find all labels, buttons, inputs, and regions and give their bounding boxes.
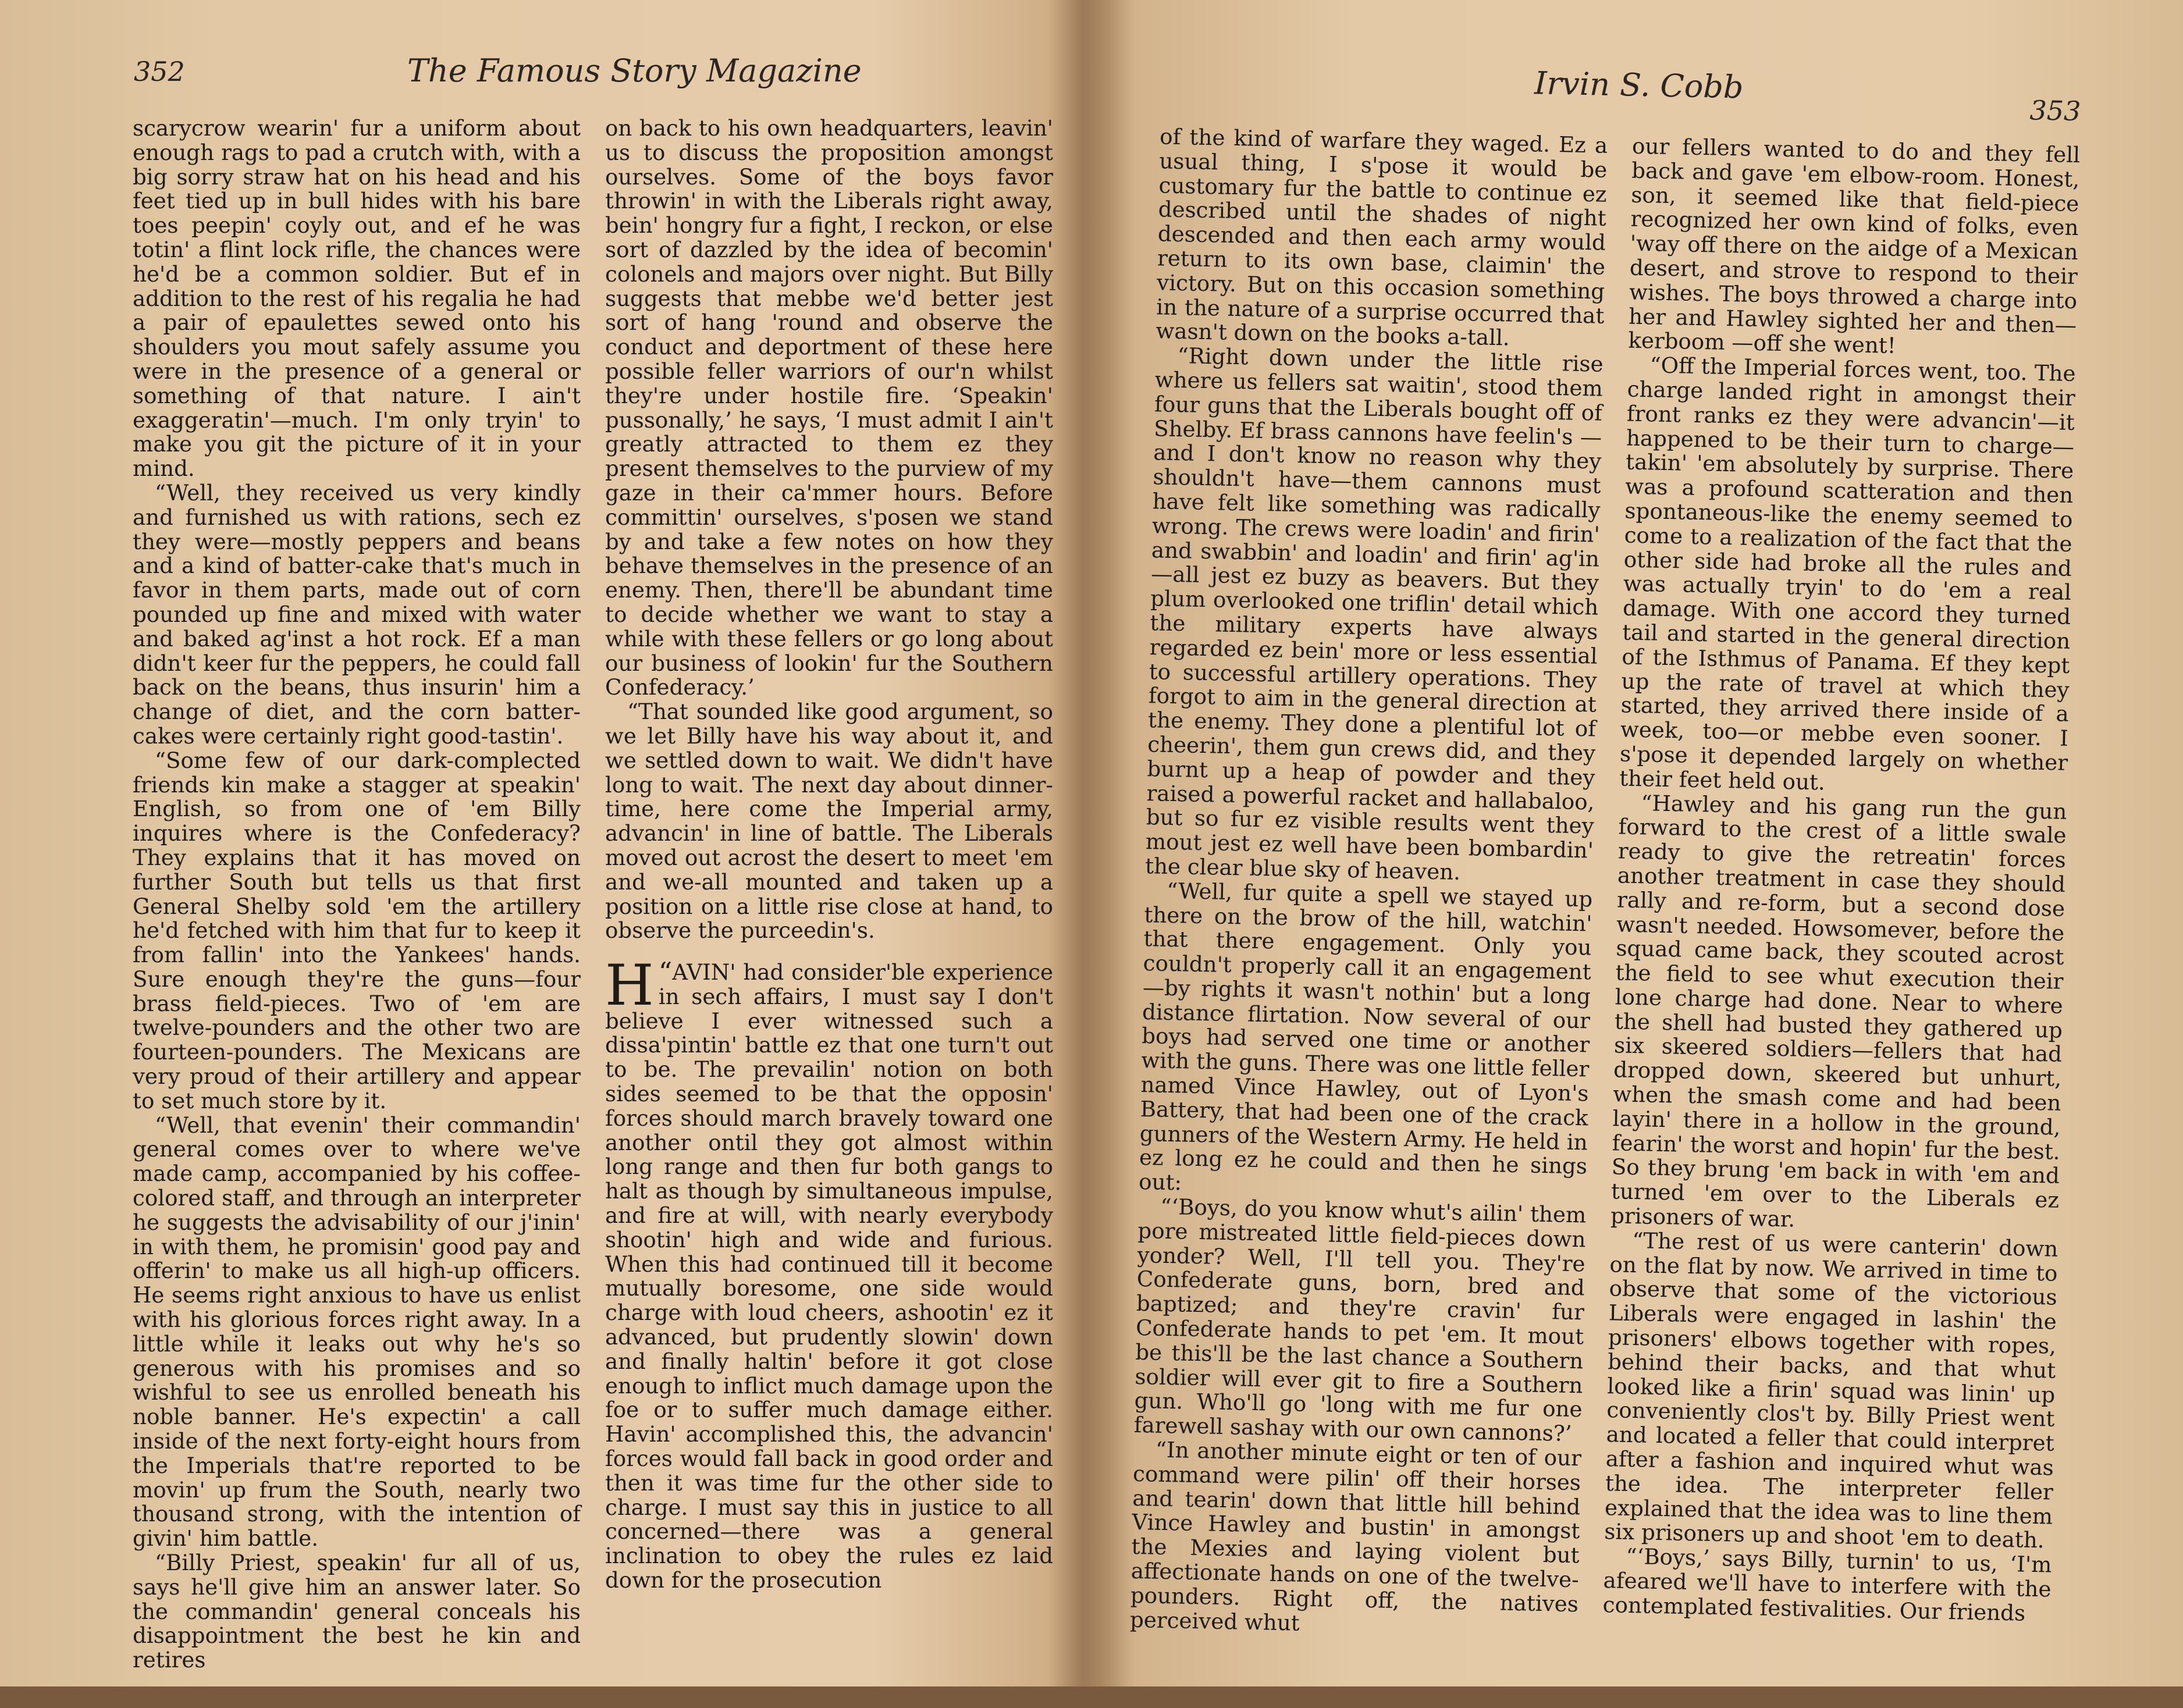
opening-quote: “ [658, 956, 673, 988]
paragraph: “Hawley and his gang run the gun forward to the crest of a little swale ready to give the retreatin' forces another treatment in case they should rally and re-form, but a second dose wasn't needed. Howsomever, before the squad came back, they scouted acrost the field to see whut execution their lone charge had done. Near to where the shell had busted they gathered up six skeered soldiers—fellers that had dropped down, skeered but unhurt, when the smash come and had been layin' there in a hollow in the ground, fearin' the worst and hopin' fur the best. So they brung 'em back in with 'em and turned 'em over to the Liberals ez prisoners of war. [1610, 789, 2067, 1232]
left-column-2 [605, 116, 1053, 1593]
paragraph: “Right down under the little rise where us fellers sat waitin', stood them four guns that the Liberals bought off of Shelby. Ef brass cannons have feelin's —and I don't know no reason why they shouldn't have—them cannons must have felt like something was radically wrong. The crews were loadin' and firin' and swabbin' and loadin' and firin' ag'in—all jest ez buzy as beavers. But they plum overlooked one triflin' detail which the military experts have always regarded ez bein' more or less essential to successful artillery operations. They forgot to aim in the general direction at the enemy. They done a plentiful lot of cheerin', them gun crews did, and they burnt up a heap of powder and they raised a powerful racket and hallabaloo, but so fur ez visible results went they mout jest ez well have been bombardin' the clear blue sky of heaven. [1144, 343, 1604, 885]
right-column-2 [1602, 134, 2080, 1627]
section-start-paragraph [605, 953, 1053, 1593]
drop-cap: H [605, 953, 654, 1019]
paragraph: “Billy Priest, speakin' fur all of us, says he'll give him an answer later. So the commandin' general conceals his disappointment the best he kin and retires [133, 1550, 581, 1673]
left-page [0, 0, 1082, 1686]
paragraph: “Well, they received us very kindly and furnished us with rations, sech ez they were—mostly peppers and beans and a kind of batter-cake that's much in favor in them parts, made out of corn pounded up fine and mixed with water and baked ag'inst a hot rock. Ef a man didn't keer fur the peppers, he could fall back on the beans, thus insurin' him a change of diet, and the corn batter-cakes were certainly right good-tastin'. [133, 479, 581, 749]
paragraph: on back to his own headquarters, leavin' us to discuss the proposition amongst ourselves. Some of the boys favor throwin' in with the Liberals right away, bein' hongry fur a fight, I reckon, or else sort of dazzled by the idea of becomin' colonels and majors over night. But Billy suggests that mebbe we'd better jest sort of hang 'round and observe the conduct and deportment of these here possible feller warriors of our'n whilst they're under hostile fire. ‘Speakin' pussonally,’ he says, ‘I must admit I ain't greatly attracted to them ez they present themselves to the purview of my gaze in their ca'mmer hours. Before committin' ourselves, s'posen we stand by and take a few notes on how they behave themselves in the presence of an enemy. Then, there'll be abundant time to decide whether we want to stay a while with these fellers or go long about our business of lookin' fur the Southern Confederacy.’ [605, 115, 1053, 700]
paragraph: “Some few of our dark-complected friends kin make a stagger at speakin' English, so from one of 'em Billy inquires where is the Confederacy? They explains that it has moved on further South but tells us that first General Shelby sold 'em the artillery he'd fetched with him that fur to keep it from fallin' into the Yankees' hands. Sure enough they're the guns—four brass field-pieces. Two of 'em are twelve-pounders and the other two are fourteen-pounders. The Mexicans are very proud of their artillery and appear to set much store by it. [133, 747, 581, 1113]
left-column-1 [133, 116, 581, 1673]
paragraph: “Well, fur quite a spell we stayed up there on the brow of the hill, watchin' that there engagement. Only you couldn't properly call it an engagement —by rights it wasn't nothin' but a long distance flirtation. Now several of our boys had served one time or another with the guns. There was one little feller named Vince Hawley, out of Lyon's Battery, that had been one of the crack gunners of the Western Army. He held in ez long ez he could and then he sings out: [1138, 877, 1593, 1195]
section-text: AVIN' had consider'ble experience in sech affairs, I must say I don't believe I ever witnessed such a dissa'pintin' battle ez that one turn't out to be. The prevailin' notion on both sides seemed to be that the opposin' forces should march bravely toward one another ontil they got almost within long range and then fur both gangs to halt as though by simultaneous impulse, and fire at will, with nearly everybody shootin' high and wide and furious. When this had continued till it become mutually boresome, one side would charge with loud cheers, ashootin' ez it advanced, but prudently slowin' down and finally haltin' before it got close enough to inflict much damage upon the foe or to suffer much damage either. Havin' accomplished this, the advancin' forces would fall back in good order and then it was time fur the other side to charge. I must say this in justice to all concerned—there was a general inclination to obey the rules ez laid down for the prosecution [605, 959, 1053, 1593]
paragraph: “In another minute eight or ten of our command were pilin' off their horses and tearin' down that little hill behind Vince Hawley and bustin' in amongst the Mexies and laying violent but affectionate hands on one of the twelve-pounders. Right off, the natives perceived whut [1129, 1436, 1582, 1636]
page-number-left: 352 [134, 56, 185, 87]
paragraph: “Off the Imperial forces went, too. The charge landed right in amongst their front ranks ez they were advancin'—it happened to be their turn to charge—takin' 'em absolutely by surprise. There was a profound scatteration and then spontaneous-like the enemy seemed to come to a realization of the fact that the other side had broke all the rules and was actually tryin' to do 'em a real damage. With one accord they turned tail and started in the general direction of the Isthmus of Panama. Ef they kept up the rate of travel at which they started, they arrived there inside of a week, too—or mebbe even sooner. I s'pose it depended largely on whether their feet held out. [1619, 352, 2076, 795]
running-head-left: The Famous Story Magazine [407, 52, 862, 89]
paragraph: our fellers wanted to do and they fell back and gave 'em elbow-room. Honest, son, it seemed like that field-piece recognized her own kind of folks, even 'way off there on the aidge of a Mexican desert, and strove to respond to their wishes. The boys throwed a charge into her and Hawley sighted her and then—kerboom —off she went! [1628, 133, 2081, 359]
paragraph: scarycrow wearin' fur a uniform about enough rags to pad a crutch with, with a big sorry straw hat on his head and his feet tied up in bull hides with his bare toes peepin' coyly out, and ef he was totin' a flint lock rifle, the chances were he'd be a common soldier. But ef in addition to the rest of his regalia he had a pair of epaulettes sewed onto his shoulders you mout safely assume you were in the presence of a general or something of that nature. I ain't exaggeratin'—much. I'm only tryin' to make you git the picture of it in your mind. [133, 115, 581, 482]
paragraph: “‘Boys,’ says Billy, turnin' to us, ‘I'm afeared we'll have to interfere with the contemplated festivalities. Our friends [1602, 1543, 2052, 1626]
paragraph: “That sounded like good argument, so we let Billy have his way about it, and we settled down to wait. We didn't have long to wait. The next day about dinner-time, here come the Imperial army, advancin' in line of battle. The Liberals moved out acrost the desert to meet 'em and we-all mounted and taken up a position on a little rise close at hand, to observe the purceedin's. [605, 699, 1053, 944]
page-number-right: 353 [2029, 94, 2081, 127]
paragraph: of the kind of warfare they waged. Ez a usual thing, I s'pose it would be customary fur the battle to continue ez described until the shades of night descended and then each army would return to its own base, claimin' the victory. But on this occasion something in the nature of a surprise occurred that wasn't down on the books a-tall. [1156, 123, 1608, 351]
right-column-1 [1130, 124, 1608, 1641]
right-page [1094, 0, 2183, 1686]
paragraph: “‘Boys, do you know whut's ailin' them pore mistreated little field-pieces down yonder? Well, I'll tell you. They're Confederate guns, born, bred and baptized; and they're cravin' fur Confederate hands to pet 'em. It mout be this'll be the last chance a Southern soldier will ever git to fire a Southern gun. Who'll go 'long with me fur one farewell sashay with our own cannons?’ [1133, 1193, 1587, 1447]
paragraph: “The rest of us were canterin' down on the flat by now. We arrived in time to observe that some of the victorious Liberals were engaged in lashin' the prisoners' elbows together with ropes, behind their backs, and that whut looked like a firin' squad was linin' up conveniently clos't by. Billy Priest went and located a feller that could interpret after a fashion and inquired whut was the idea. The interpreter feller explained that the idea was to line them six prisoners up and shoot 'em to death. [1604, 1227, 2058, 1553]
running-head-right: Irvin S. Cobb [1534, 65, 1744, 106]
paragraph: “Well, that evenin' their commandin' general comes over to where we've made camp, accompanied by his coffee-colored staff, and through an interpreter he suggests the advisability of our j'inin' in with them, he promisin' good pay and offerin' to make us all high-up officers. He seems right anxious to have us enlist with his glorious forces right away. In a little while it leaks out why he's so generous with his promises and so wishful to see us enrolled beneath his noble banner. He's expectin' a call inside of the next forty-eight hours from the Imperials that're reported to be movin' up frum the South, nearly two thousand strong, with the intention of givin' him battle. [133, 1112, 581, 1552]
